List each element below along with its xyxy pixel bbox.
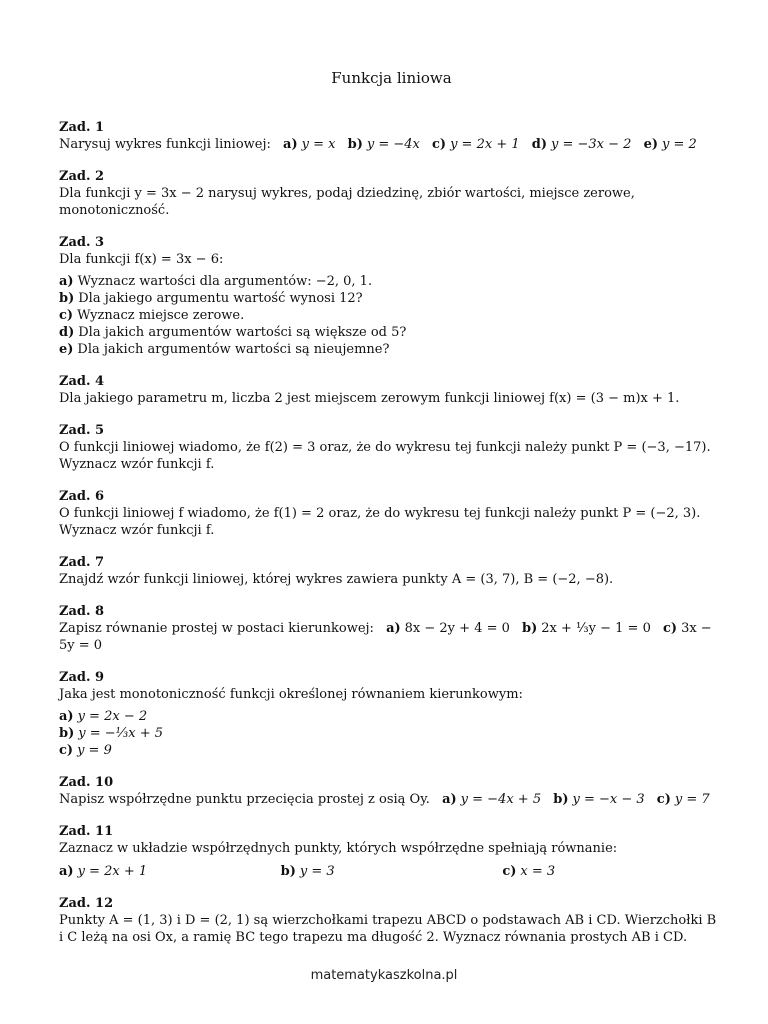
- option-a: a) 8x − 2y + 4 = 0: [386, 621, 510, 636]
- task-text: O funkcji liniowej f wiadomo, że f(1) = 2 oraz, że do wykresu tej funkcji należy punkt P = (−2, 3). Wyznacz wzór funkcji f.: [59, 506, 701, 538]
- task-text: Dla funkcji y = 3x − 2 narysuj wykres, podaj dziedzinę, zbiór wartości, miejsce zerowe, monotoniczność.: [59, 186, 635, 218]
- task-label: Zad. 10: [59, 775, 114, 790]
- task-1: [59, 119, 724, 153]
- option-b: b) y = −⅓x + 5: [59, 726, 164, 741]
- option-a: a) y = x: [283, 137, 336, 152]
- task-text: [59, 136, 724, 153]
- option-b: b) y = −x − 3: [553, 792, 645, 807]
- option-list: [59, 708, 724, 759]
- task-label: Zad. 1: [59, 120, 105, 135]
- task-3: [59, 234, 724, 358]
- option-c: c) y = 2x + 1: [432, 137, 520, 152]
- option-b: b) y = −4x: [347, 137, 420, 152]
- task-label: Zad. 4: [59, 374, 105, 389]
- task-text: Znajdź wzór funkcji liniowej, której wykres zawiera punkty A = (3, 7), B = (−2, −8).: [59, 572, 614, 587]
- page-title: Funkcja liniowa: [331, 69, 452, 87]
- option-c: c) x = 3: [502, 864, 556, 879]
- option-columns: [59, 863, 724, 880]
- task-5: [59, 422, 724, 473]
- task-label: Zad. 12: [59, 896, 114, 911]
- task-12: [59, 895, 724, 946]
- task-text: O funkcji liniowej wiadomo, że f(2) = 3 oraz, że do wykresu tej funkcji należy punkt P = (−3, −17). Wyznacz wzór funkcji f.: [59, 440, 711, 472]
- option-c: c) Wyznacz miejsce zerowe.: [59, 308, 245, 323]
- task-10: [59, 774, 724, 808]
- option-a: a) Wyznacz wartości dla argumentów: −2, 0, 1.: [59, 274, 373, 289]
- option-c: c) 3x − 5y = 0: [59, 621, 712, 653]
- task-text: Jaka jest monotoniczność funkcji określonej równaniem kierunkowym:: [59, 687, 523, 702]
- task-6: [59, 488, 724, 539]
- task-label: Zad. 11: [59, 824, 114, 839]
- task-text: Zaznacz w układzie współrzędnych punkty, których współrzędne spełniają równanie:: [59, 841, 618, 856]
- option-a: a) y = 2x − 2: [59, 709, 148, 724]
- option-a: a) y = −4x + 5: [442, 792, 542, 807]
- task-text: Dla funkcji f(x) = 3x − 6:: [59, 252, 224, 267]
- task-4: [59, 373, 724, 407]
- task-8: [59, 603, 724, 654]
- option-b: b) 2x + ⅓y − 1 = 0: [522, 621, 651, 636]
- task-label: Zad. 6: [59, 489, 105, 504]
- task-text: [59, 791, 724, 808]
- option-e: e) Dla jakich argumentów wartości są nieujemne?: [59, 342, 390, 357]
- option-d: d) Dla jakich argumentów wartości są większe od 5?: [59, 325, 407, 340]
- task-11: [59, 823, 724, 880]
- task-2: [59, 168, 724, 219]
- task-label: Zad. 8: [59, 604, 105, 619]
- option-list: [59, 273, 724, 358]
- task-label: Zad. 2: [59, 169, 105, 184]
- task-text: [59, 620, 724, 654]
- option-c: c) y = 7: [656, 792, 710, 807]
- option-b: b) y = 3: [280, 864, 335, 879]
- option-b: b) Dla jakiego argumentu wartość wynosi 12?: [59, 291, 363, 306]
- task-label: Zad. 7: [59, 555, 105, 570]
- document-page: [59, 70, 724, 961]
- task-7: [59, 554, 724, 588]
- task-prompt: Narysuj wykres funkcji liniowej:: [59, 137, 271, 152]
- task-9: [59, 669, 724, 759]
- task-prompt: Zapisz równanie prostej w postaci kierunkowej:: [59, 621, 374, 636]
- task-text: Punkty A = (1, 3) i D = (2, 1) są wierzchołkami trapezu ABCD o podstawach AB i CD. Wierzchołki B i C leżą na osi Ox, a ramię BC tego trapezu ma długość 2. Wyznacz równania prostych AB i CD.: [59, 913, 717, 945]
- option-c: c) y = 9: [59, 743, 112, 758]
- task-label: Zad. 5: [59, 423, 105, 438]
- option-d: d) y = −3x − 2: [531, 137, 632, 152]
- task-label: Zad. 9: [59, 670, 105, 685]
- task-text: Dla jakiego parametru m, liczba 2 jest miejscem zerowym funkcji liniowej f(x) = (3 − m)x + 1.: [59, 391, 680, 406]
- option-e: e) y = 2: [643, 137, 697, 152]
- task-prompt: Napisz współrzędne punktu przecięcia prostej z osią Oy.: [59, 792, 430, 807]
- option-a: a) y = 2x + 1: [59, 864, 148, 879]
- footer-site-name: matematykaszkolna.pl: [310, 968, 458, 983]
- task-label: Zad. 3: [59, 235, 105, 250]
